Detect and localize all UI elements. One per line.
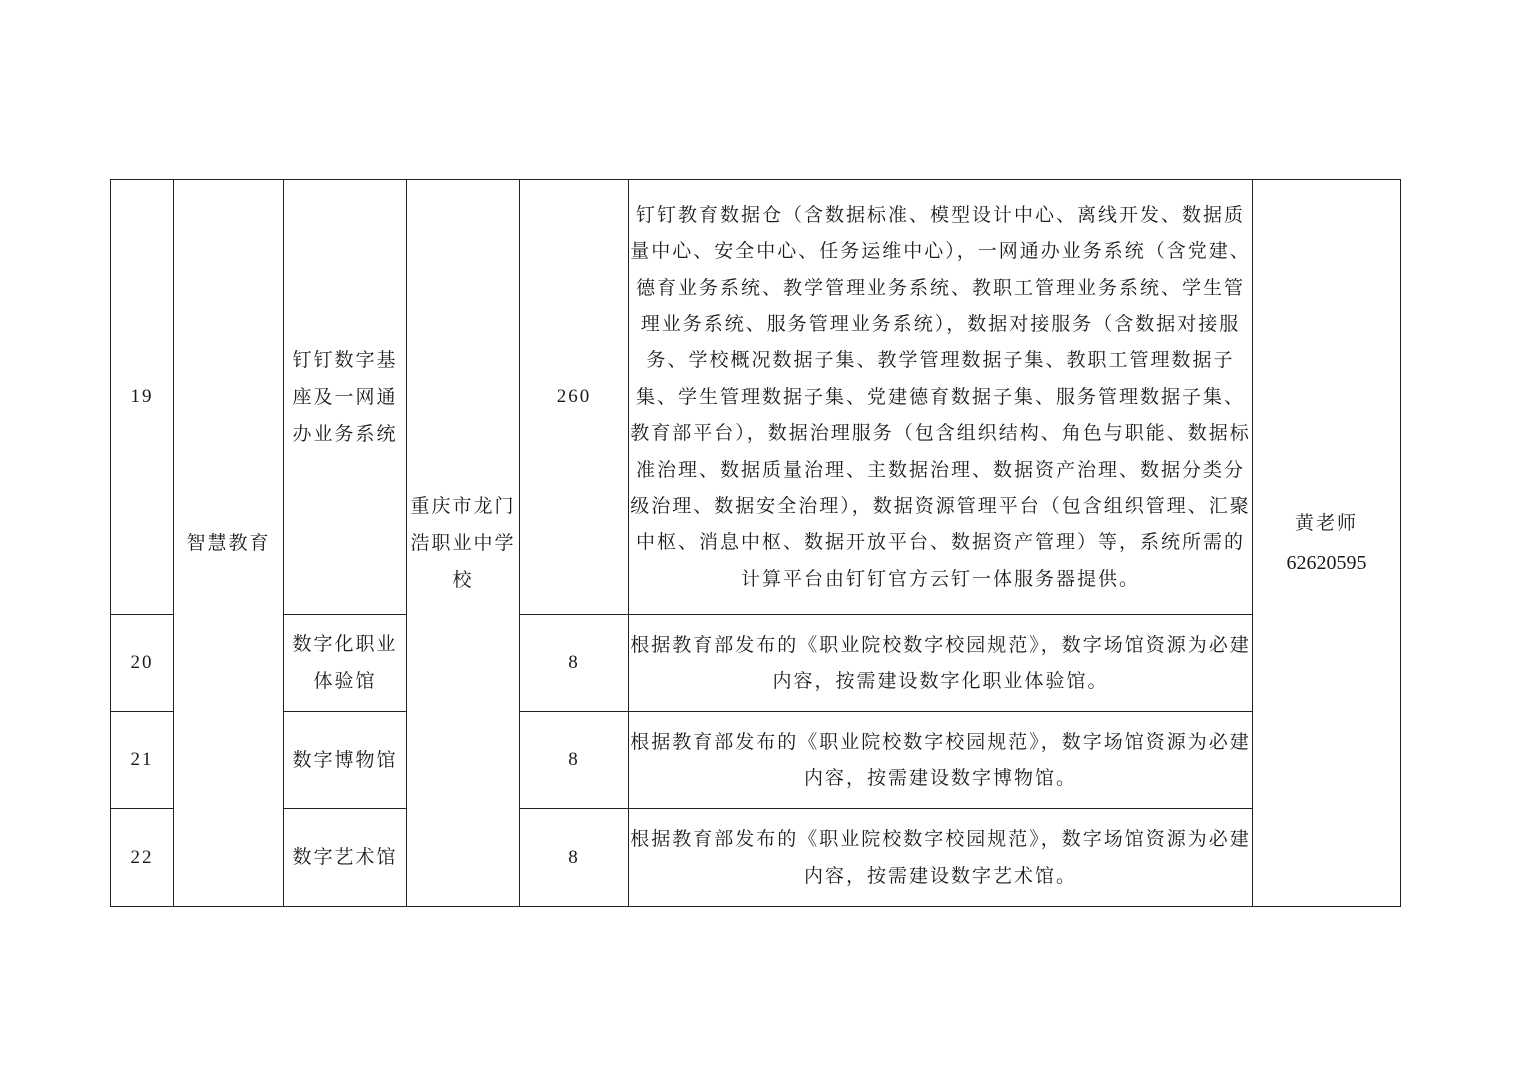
project-name: 数字化职业体验馆 xyxy=(284,615,407,712)
row-index: 19 xyxy=(111,180,174,615)
amount-cell: 260 xyxy=(520,180,629,615)
row-index: 20 xyxy=(111,615,174,712)
row-index: 21 xyxy=(111,712,174,809)
amount-cell: 8 xyxy=(520,615,629,712)
description-cell: 根据教育部发布的《职业院校数字校园规范》，数字场馆资源为必建内容，按需建设数字化职业体验馆。 xyxy=(629,615,1253,712)
amount-cell: 8 xyxy=(520,712,629,809)
table-row xyxy=(111,180,1401,615)
description-cell: 钉钉教育数据仓（含数据标准、模型设计中心、离线开发、数据质量中心、安全中心、任务运维中心），一网通办业务系统（含党建、德育业务系统、教学管理业务系统、教职工管理业务系统、学生管理业务系统、服务管理业务系统），数据对接服务（含数据对接服务、学校概况数据子集、教学管理数据子集、教职工管理数据子集、学生管理数据子集、党建德育数据子集、服务管理数据子集、教育部平台），数据治理服务（包含组织结构、角色与职能、数据标准治理、数据质量治理、主数据治理、数据资产治理、数据分类分级治理、数据安全治理），数据资源管理平台（包含组织管理、汇聚中枢、消息中枢、数据开放平台、数据资产管理）等，系统所需的计算平台由钉钉官方云钉一体服务器提供。 xyxy=(629,180,1253,615)
project-name: 钉钉数字基座及一网通办业务系统 xyxy=(284,180,407,615)
contact-name: 黄老师 xyxy=(1294,512,1358,534)
category-cell: 智慧教育 xyxy=(174,180,284,907)
contact-phone: 62620595 xyxy=(1286,552,1367,574)
description-cell: 根据教育部发布的《职业院校数字校园规范》，数字场馆资源为必建内容，按需建设数字博物馆。 xyxy=(629,712,1253,809)
amount-cell: 8 xyxy=(520,809,629,907)
table-row xyxy=(111,712,1401,809)
row-index: 22 xyxy=(111,809,174,907)
school-cell: 重庆市龙门浩职业中学校 xyxy=(407,180,520,907)
project-name: 数字博物馆 xyxy=(284,712,407,809)
table-row xyxy=(111,615,1401,712)
contact-cell xyxy=(1253,180,1401,907)
project-table xyxy=(110,179,1401,907)
description-cell: 根据教育部发布的《职业院校数字校园规范》，数字场馆资源为必建内容，按需建设数字艺术馆。 xyxy=(629,809,1253,907)
project-name: 数字艺术馆 xyxy=(284,809,407,907)
table-row xyxy=(111,809,1401,907)
